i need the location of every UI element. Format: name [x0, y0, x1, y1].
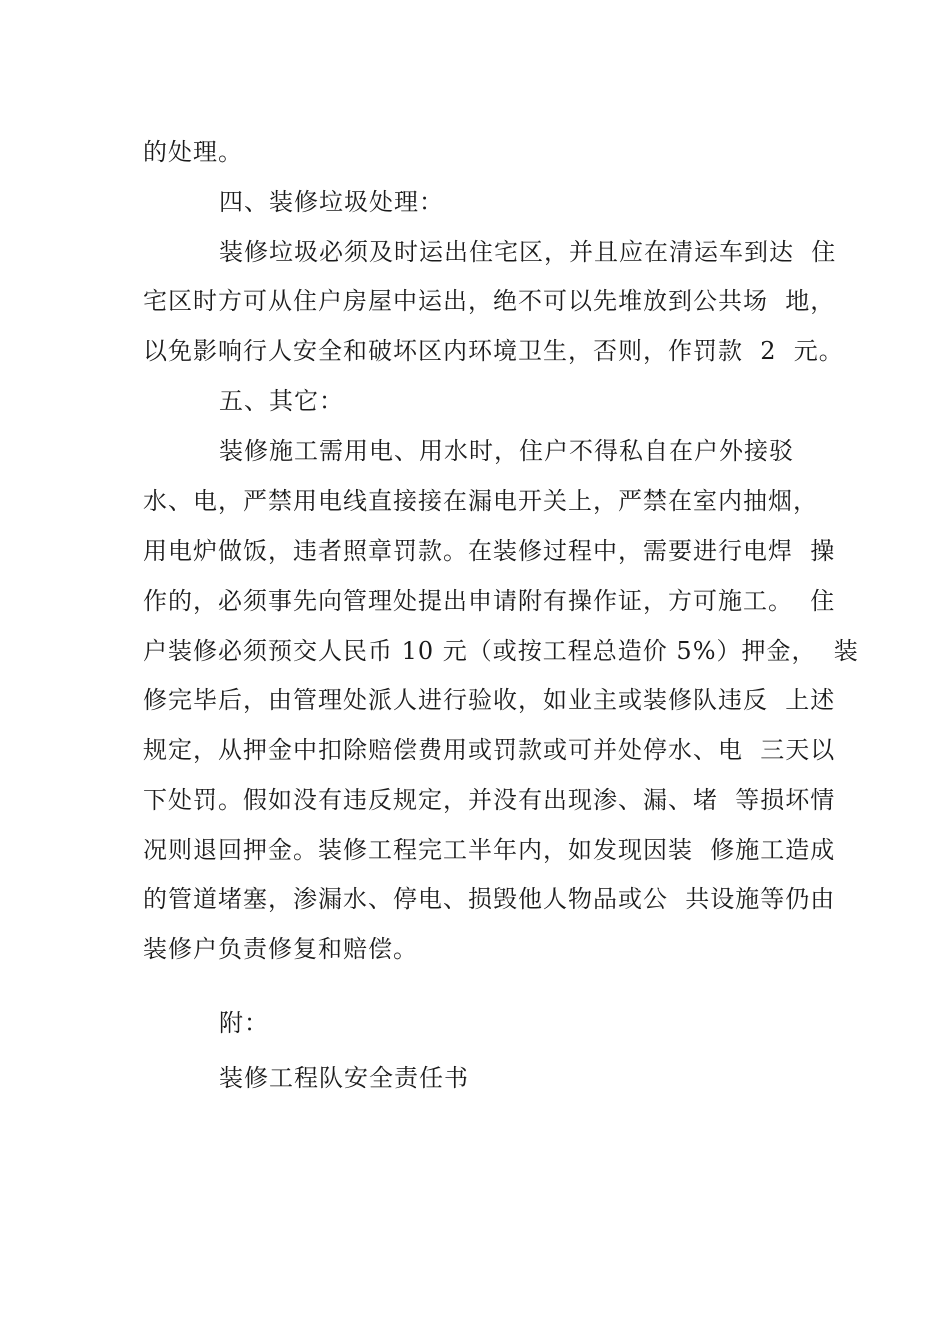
text-line-15: 况则退回押金。装修工程完工半年内，如发现因装 修施工造成 — [143, 836, 836, 864]
text-line-17: 装修户负责修复和赔偿。 — [143, 935, 418, 963]
text-line-10: 作的，必须事先向管理处提出申请附有操作证，方可施工。 住 — [143, 587, 836, 615]
section-heading-5: 五、其它： — [219, 387, 344, 415]
section-heading-4: 四、装修垃圾处理： — [219, 188, 444, 216]
text-line-3: 装修垃圾必须及时运出住宅区，并且应在清运车到达 住 — [219, 238, 837, 266]
text-line-1: 的处理。 — [143, 138, 243, 166]
text-line-13: 规定，从押金中扣除赔偿费用或罚款或可并处停水、电 三天以 — [143, 736, 836, 764]
text-line-11: 户装修必须预交人民币 10 元（或按工程总造价 5%）押金， 装 — [143, 637, 859, 665]
text-line-4: 宅区时方可从住户房屋中运出，绝不可以先堆放到公共场 地， — [143, 287, 836, 315]
appendix-title: 装修工程队安全责任书 — [219, 1064, 469, 1092]
text-line-12: 修完毕后，由管理处派人进行验收，如业主或装修队违反 上述 — [143, 686, 836, 714]
text-line-8: 水、电，严禁用电线直接接在漏电开关上，严禁在室内抽烟， — [143, 487, 818, 515]
text-line-9: 用电炉做饭，违者照章罚款。在装修过程中，需要进行电焊 操 — [143, 537, 836, 565]
text-line-7: 装修施工需用电、用水时，住户不得私自在户外接驳 — [219, 437, 794, 465]
text-line-16: 的管道堵塞，渗漏水、停电、损毁他人物品或公 共设施等仍由 — [143, 885, 836, 913]
text-line-14: 下处罚。假如没有违反规定，并没有出现渗、漏、堵 等损坏情 — [143, 786, 836, 814]
text-line-5: 以免影响行人安全和破坏区内环境卫生，否则，作罚款 2 元。 — [143, 337, 844, 365]
appendix-label: 附： — [219, 1009, 269, 1037]
